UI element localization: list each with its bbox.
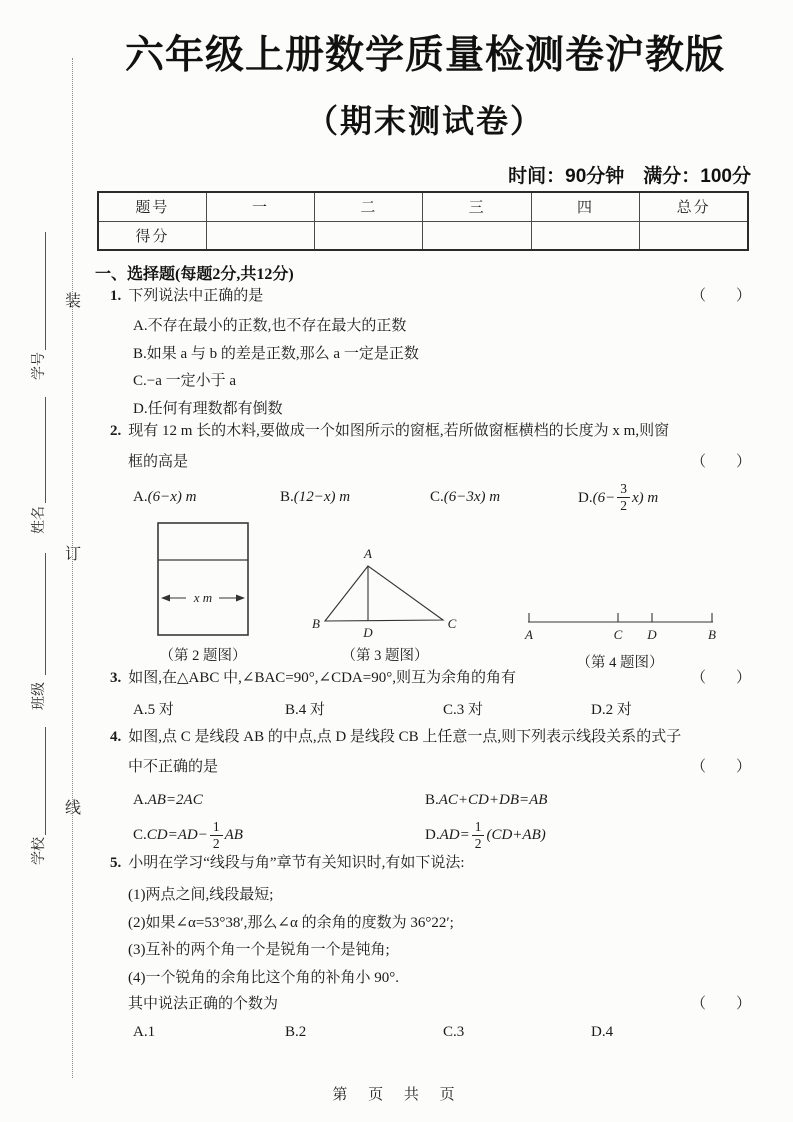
class-blank-line [45,553,46,675]
option-d: D. AD= $\frac{1}{2}$ (CD+AB) [425,819,546,852]
score-table [97,191,749,251]
question-1-options [95,314,755,424]
point-a-label: A [525,627,533,642]
question-4-line2: 中不正确的是 （ ） [95,756,755,778]
option-a: A.1 [133,1024,156,1040]
score-table-score-row [98,221,748,250]
footer-page-label: 第 页 共 页 [332,1087,461,1103]
question-number: 3. [110,670,122,686]
question-3-options [95,698,755,719]
triangle-drawing [310,546,460,642]
school-label: 学校 [32,837,47,865]
question-5-options [95,1024,755,1041]
option-d: D.任何有理数都有倒数 [133,400,283,417]
option-b: B.如果 a 与 b 的差是正数,那么 a 一定是正数 [133,345,419,362]
question-5-closing: 其中说法正确的个数为 （ ） [95,993,755,1015]
figure-number-line [520,520,720,672]
option-d: D.(6− $\frac{3}{2}$ x) m [578,481,659,514]
question-number: 1. [110,288,122,304]
window-frame-drawing [157,522,249,636]
score-table-cell: 四 [531,192,639,221]
question-4-text: 4. 如图,点 C 是线段 AB 的中点,点 D 是线段 CB 上任意一点,则下列表示线段关系的式子 [110,729,682,745]
answer-bracket: （ ） [690,759,751,775]
question-2-text: 2. 现有 12 m 长的木料,要做成一个如图所示的窗框,若所做窗框横档的长度为 x m,则窗 [110,423,670,439]
question-5-statements [95,883,755,993]
option-b: B.4 对 [285,702,326,718]
question-5-text: 5. 小明在学习“线段与角”章节有关知识时,有如下说法: [110,855,465,871]
point-d-label: D [647,627,657,642]
score-table-cell: 一 [206,192,314,221]
statement-2: (2)如果∠α=53°38′,那么∠α 的余角的度数为 36°22′; [128,914,454,931]
figure-caption: （第 2 题图） [159,648,247,664]
question-number: 4. [110,729,122,745]
figure-caption: （第 4 题图） [576,655,664,671]
option-c: C.(6−3x) m [430,489,501,506]
question-5-intro [95,852,755,874]
question-2-options [95,482,755,513]
option-a: A. AB=2AC [133,791,203,808]
section-one-title: 一、选择题(每题2分,共12分) [95,266,294,283]
statement-3: (3)互补的两个角一个是锐角一个是钝角; [128,942,390,958]
page-subtitle: （期末测试卷） [305,103,544,139]
name-blank-line [45,397,46,503]
answer-bracket: （ ） [690,670,751,686]
option-b: B. AC+CD+DB=AB [425,791,548,808]
binding-dotted-line [72,58,73,1078]
question-2-line2: 框的高是 （ ） [95,451,755,473]
student-id-label: 学号 [32,352,47,380]
name-label: 姓名 [32,506,47,534]
figures-row [95,520,755,672]
figure-window-frame [143,520,263,672]
option-a: A.5 对 [133,702,174,718]
answer-bracket: （ ） [690,996,751,1012]
option-a: A.(6−x) m [133,489,197,506]
fraction: $\frac{3}{2}$ [617,482,630,513]
vertex-b-label: B [312,616,320,631]
question-2-line1 [95,420,755,442]
student-id-blank-line [45,232,46,350]
question-3-line [95,667,755,689]
fraction: $\frac{1}{2}$ [472,820,485,851]
question-5 [95,852,755,1041]
figure-triangle [310,520,460,672]
question-2 [95,420,755,513]
width-dimension-label: x m [193,590,213,605]
score-table-cell: 题号 [98,192,206,221]
vertex-a-label: A [364,546,372,561]
question-1-line [95,285,755,307]
figure-caption: （第 3 题图） [341,648,429,664]
statement-4: (4)一个锐角的余角比这个角的补角小 90°. [128,969,399,986]
option-c: C. CD=AD− $\frac{1}{2}$ AB [133,819,243,852]
school-blank-line [45,727,46,835]
point-c-label: C [613,627,623,642]
score-table-cell: 二 [315,192,423,221]
score-table-cell-empty [423,221,531,250]
question-4-line1 [95,726,755,748]
option-a: A.不存在最小的正数,也不存在最大的正数 [133,318,407,334]
score-table-cell: 得分 [98,221,206,250]
statement-1: (1)两点之间,线段最短; [128,887,274,903]
score-table-cell-empty [315,221,423,250]
binding-char-ding: 订 [64,546,81,563]
option-c: C.3 [443,1024,465,1040]
question-number: 2. [110,423,122,439]
time-and-score-info: 时间：90分钟 满分：100分 [508,166,751,187]
score-table-cell-empty [531,221,639,250]
point-b-label: B [708,627,716,642]
option-c: C.3 对 [443,702,484,718]
score-table-header-row [98,192,748,221]
option-b: B.(12−x) m [280,489,351,506]
score-table-cell-empty [206,221,314,250]
segment-drawing [520,606,720,646]
question-3 [95,667,755,719]
fraction: $\frac{1}{2}$ [210,820,223,851]
point-d-label: D [363,625,373,640]
class-label: 班级 [32,682,47,710]
option-b: B.2 [285,1024,307,1040]
vertex-c-label: C [447,616,457,631]
page-title: 六年级上册数学质量检测卷沪教版 [124,34,725,77]
question-1 [95,285,755,424]
question-number: 5. [110,855,122,871]
answer-bracket: （ ） [690,288,751,304]
question-4-options [95,786,755,851]
main-content [95,0,755,1122]
score-table-cell: 三 [423,192,531,221]
answer-bracket: （ ） [690,454,751,470]
question-1-text: 1. 下列说法中正确的是 [110,288,264,304]
question-4 [95,726,755,851]
option-c: C.−a 一定小于 a [133,373,237,389]
score-table-cell: 总分 [640,192,748,221]
option-d: D.2 对 [591,702,632,718]
option-d: D.4 [591,1024,614,1040]
score-table-cell-empty [640,221,748,250]
binding-char-xian: 线 [64,800,81,817]
binding-char-zhuang: 装 [64,293,81,310]
question-3-text: 3. 如图,在△ABC 中,∠BAC=90°,∠CDA=90°,则互为余角的角有 [110,670,516,686]
